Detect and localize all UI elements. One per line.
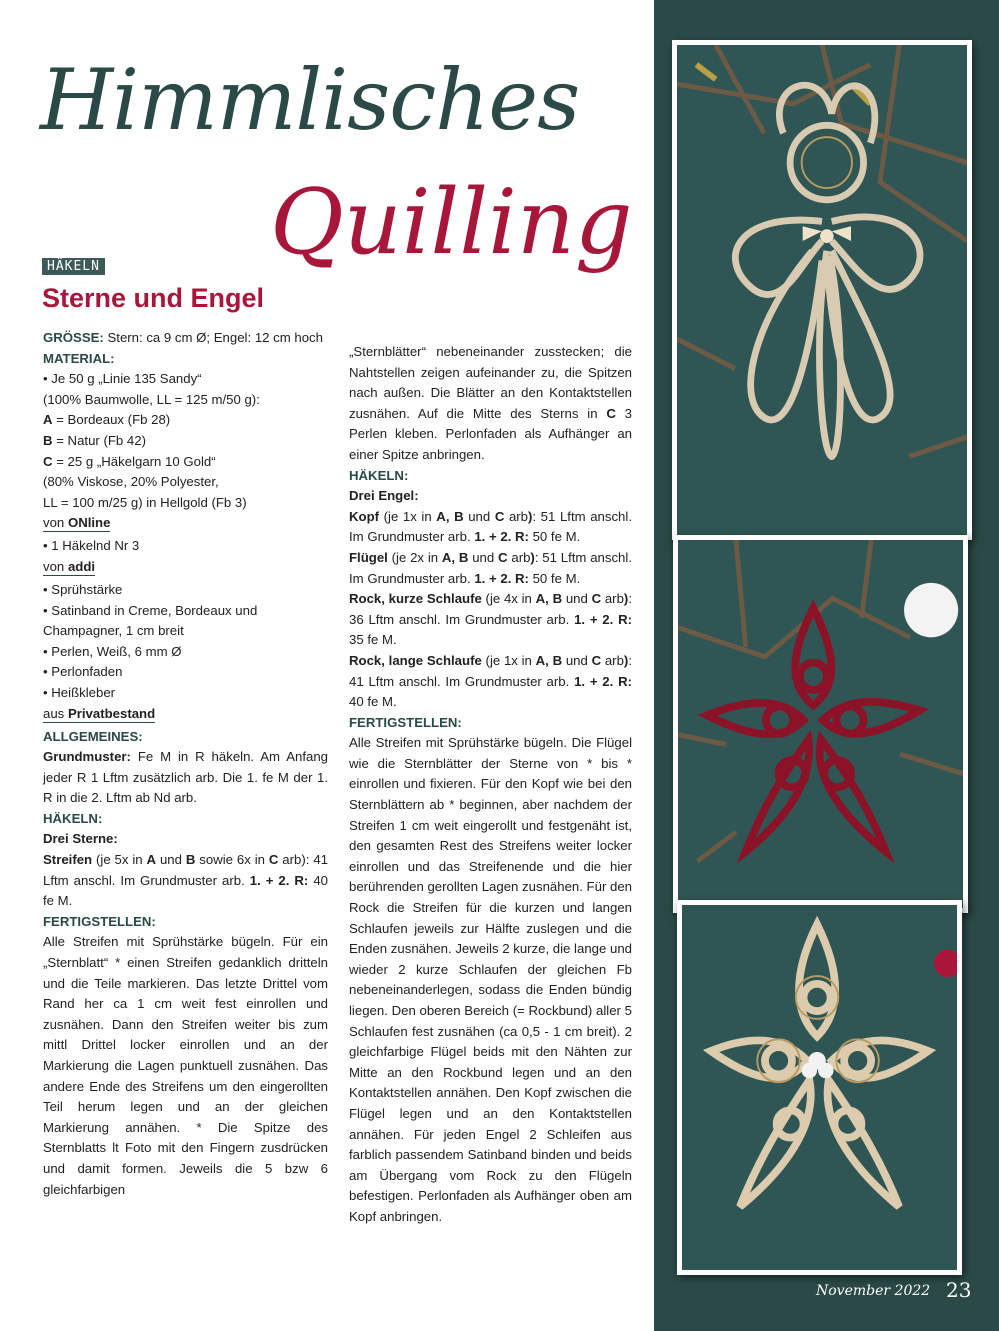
brand-privatbestand: aus Privatbestand	[43, 705, 156, 721]
title-line-1: Himmlisches	[40, 51, 580, 149]
haekeln-heading-2: HÄKELN:	[349, 467, 409, 483]
fluegel-paragraph: Flügel (je 2x in A, B und C arb): 51 Lftm anschl. Im Grundmuster arb. 1. + 2. R: 50 fe M.	[349, 549, 632, 586]
angel-natur-illustration	[677, 45, 967, 535]
fertig-paragraph-1: Alle Streifen mit Sprühstärke bügeln. Für ein „Sternblatt“ * einen Streifen gedanklich dritteln und die Teile markieren. Das letzte Drittel vom Rand her ca 1 cm weit fest einrollen und zusnähen. Dann den Streifen weiter bis zum mittl Drittel locker einrollen und an der Markierung die Lagen punktuell zusnähen. Das andere Ende des Streifens um den eingerollten Teil herum legen und an der gleichen Markierung annähen. * Die Spitze des Sternblatts lt Foto mit den Fingern zusdrücken und damit formen. Jeweils die 5 bzw 6 gleichfarbigen	[43, 934, 328, 1197]
allgemeines-heading: ALLGEMEINES:	[43, 728, 143, 744]
rock-lang-paragraph: Rock, lange Schlaufe (je 1x in A, B und C arb): 41 Lftm anschl. Im Grundmuster arb. 1. + 2. R: 40 fe M.	[349, 652, 632, 710]
brand-online: von ONline	[43, 515, 111, 531]
material-heading: MATERIAL:	[43, 350, 115, 366]
headline: Sterne und Engel	[42, 283, 265, 313]
fertig-heading-2: FERTIGSTELLEN:	[349, 714, 462, 730]
photo-star-natur	[677, 900, 962, 1275]
category-tag: HÄKELN	[42, 258, 105, 275]
continuation-paragraph: „Sternblätter“ nebeneinander zusstecken; die Nahtstellen zeigen aufeinander zu, die Spitzen nach außen. Die Blätter an den Kontaktstellen zusnähen. Auf die Mitte des Sterns in C 3 Perlen kleben. Perlonfaden als Aufhänger an einer Spitze anbringen.	[349, 344, 633, 462]
title-line-2: Quilling	[270, 170, 633, 275]
fertig-heading-1: FERTIGSTELLEN:	[43, 913, 156, 929]
star-bordeaux-illustration	[678, 540, 963, 908]
issue-date: November 2022	[816, 1283, 931, 1299]
star-natur-illustration	[682, 905, 957, 1270]
page-number: 23	[946, 1278, 972, 1302]
rock-kurz-paragraph: Rock, kurze Schlaufe (je 4x in A, B und C arb): 36 Lftm anschl. Im Grundmuster arb. 1. + 2. R: 35 fe M.	[349, 591, 632, 648]
photo-star-bordeaux	[673, 535, 968, 913]
fertig-paragraph-2: Alle Streifen mit Sprühstärke bügeln. Die Flügel wie die Sternblätter der Sterne von * bis * einrollen und fixieren. Für den Kopf wie bei den Sternblättern ab * beginnen, aber nachdem der Streifen 1 cm weit eingerollt und festgenäht ist, den gesamten Rest des Streifens weiter locker einrollen und das Streifenende und die hier berührenden gerollten Lagen zusnähen. Für den Rock die Streifen für die kurzen und langen Schlaufen jeweils zur Hälfte zuslegen und die Enden zusnähen. Jeweils 2 kurze, die lange und wieder 2 kurze Schlaufen der gleichen Fb nebeneinanderlegen, sodass die Enden bündig liegen. Den oberen Bereich (= Rockbund) aller 5 Schlaufen fest zusnähen (ca 0,5 - 1 cm breit). 2 gleichfarbige Flügel beids mit den Nähten zur Mitte an den Rockbund legen und an den Kontaktstellen annähen. Den Kopf zwischen die Flügel legen und an den Kontaktstellen annähen. Für jeden Engel 2 Schleifen aus farblich passendem Satinband binden und beids am Übergang vom Rock zu den Flügeln befestigen. Perlonfaden als Aufhänger oben am Kopf anbringen.	[349, 735, 633, 1224]
photo-angel-natur	[672, 40, 972, 540]
streifen-paragraph: Streifen (je 5x in A und B sowie 6x in C arb): 41 Lftm anschl. Im Grundmuster arb. 1. + 2. R: 40 fe M.	[43, 852, 328, 909]
size-line: GRÖSSE: Stern: ca 9 cm Ø; Engel: 12 cm hoch	[43, 330, 323, 345]
haekeln-heading-1: HÄKELN:	[43, 810, 103, 826]
text-column-2: „Sternblätter“ nebeneinander zusstecken; die Nahtstellen zeigen aufeinander zu, die Spitzen nach außen. Die Blätter an den Kontaktstellen zusnähen. Auf die Mitte des Sterns in C 3 Perlen kleben. Perlonfaden als Aufhänger an einer Spitze anbringen. HÄKELN: Drei Engel: Kopf (je 1x in A, B und C arb): 51 Lftm anschl. Im Grundmuster arb. 1. + 2. R: 50 fe M. Flügel (je 2x in A, B und C arb): 51 Lftm anschl. Im Grundmuster arb. 1. + 2. R: 50 fe M. Rock, kurze Schlaufe (je 4x in A, B und C arb): 36 Lftm anschl. Im Grundmuster arb. 1. + 2. R: 35 fe M. Rock, lange Schlaufe (je 1x in A, B und C arb): 41 Lftm anschl. Im Grundmuster arb. 1. + 2. R: 40 fe M. FERTIGSTELLEN: Alle Streifen mit Sprühstärke bügeln. Die Flügel wie die Sternblätter der Sterne von * bis * einrollen und fixieren. Für den Kopf wie bei den Sternblättern ab * beginnen, aber nachdem der Streifen 1 cm weit eingerollt und festgenäht ist, den gesamten Rest des Streifens weiter locker einrollen und das Streifenende und die hier berührenden gerollten Lagen zusnähen. Für den Rock die Streifen für die kurzen und langen Schlaufen jeweils zur Hälfte zuslegen und die Enden zusnähen. Jeweils 2 kurze, die lange und wieder 2 kurze Schlaufen der gleichen Fb nebeneinanderlegen, sodass die Enden bündig liegen. Den oberen Bereich (= Rockbund) aller 5 Schlaufen fest zusnähen (ca 0,5 - 1 cm breit). 2 gleichfarbige Flügel beids mit den Nähten zur Mitte an den Rockbund legen und an den Kontaktstellen annähen. Den Kopf zwischen die Flügel legen und an den Kontaktstellen annähen. Für jeden Engel 2 Schleifen aus farblich passendem Satinband binden und beids am Übergang vom Rock zu den Flügeln befestigen. Perlonfaden als Aufhänger oben am Kopf anbringen.	[349, 342, 632, 1228]
brand-addi: von addi	[43, 558, 96, 574]
kopf-paragraph: Kopf (je 1x in A, B und C arb): 51 Lftm anschl. Im Grundmuster arb. 1. + 2. R: 50 fe M.	[349, 508, 632, 545]
text-column-1: GRÖSSE: Stern: ca 9 cm Ø; Engel: 12 cm hoch MATERIAL: • Je 50 g „Linie 135 Sandy“ (100% Baumwolle, LL = 125 m/50 g): A = Bordeaux (Fb 28) B = Natur (Fb 42) C = 25 g „Häkelgarn 10 Gold“ (80% Viskose, 20% Polyester, LL = 100 m/25 g) in Hellgold (Fb 3) von ONline • 1 Häkelnd Nr 3 von addi • Sprühstärke • Satinband in Creme, Bordeaux und Champagner, 1 cm breit • Perlen, Weiß, 6 mm Ø • Perlonfaden • Heißkleber aus Privatbestand ALLGEMEINES: Grundmuster: Fe M in R häkeln. Am Anfang jeder R 1 Lftm zusätzlich arb. Die 1. fe M der 1. R in die 2. Lftm ab Nd arb. HÄKELN: Drei Sterne: Streifen (je 5x in A und B sowie 6x in C arb): 41 Lftm anschl. Im Grundmuster arb. 1. + 2. R: 40 fe M. FERTIGSTELLEN: Alle Streifen mit Sprühstärke bügeln. Für ein „Sternblatt“ * einen Streifen gedanklich dritteln und die Teile markieren. Das letzte Drittel vom Rand her ca 1 cm weit fest einrollen und zusnähen. Dann den Streifen weiter bis zum mittl Drittel locker einrollen und an der Markierung die Lagen punktuell zusnähen. Das andere Ende des Streifens um den eingerollten Teil herum legen und an der gleichen Markierung annähen. * Die Spitze des Sternblatts lt Foto mit den Fingern zusdrücken und damit formen. Jeweils die 5 bzw 6 gleichfarbigen	[43, 328, 328, 1200]
